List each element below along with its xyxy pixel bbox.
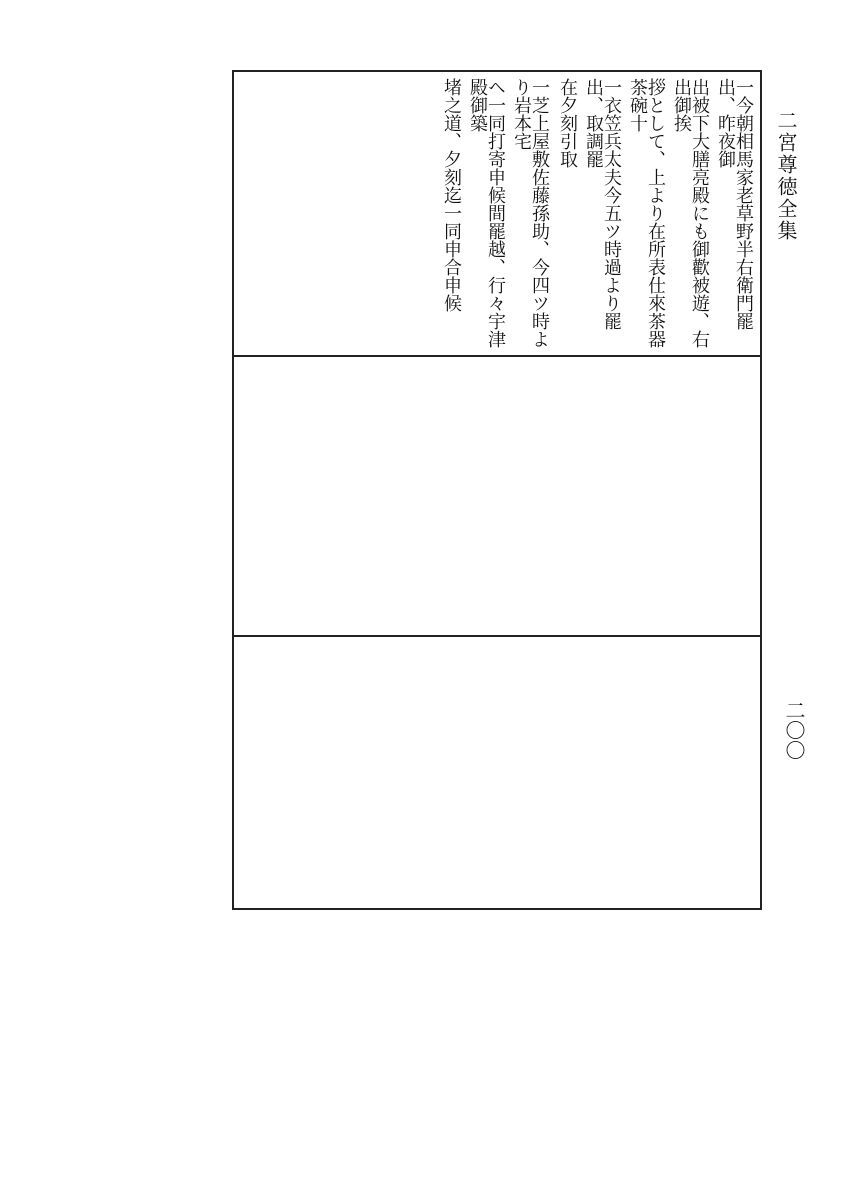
- text-line: 在夕刻引取: [557, 78, 578, 168]
- band-divider: [232, 635, 762, 637]
- text-line: 一芝上屋敷佐藤孫助、今四ツ時より岩本宅: [511, 78, 550, 348]
- text-band-top: [236, 72, 758, 355]
- band-divider: [232, 355, 762, 357]
- text-line: ヘ一同打寄申候間罷越、行々宇津殿御築: [467, 78, 506, 348]
- text-line: 拶として、上より在所表仕來茶器茶碗十: [627, 78, 666, 348]
- book-title: 二宮尊徳全集: [774, 110, 798, 242]
- page-number: 二〇〇: [782, 700, 806, 760]
- text-line: 出被下大膳亮殿にも御歡被遊、右出御挨: [671, 78, 710, 348]
- text-line: 堵之道、夕刻迄一同申合申候: [441, 78, 462, 312]
- text-line: 一今朝相馬家老草野半右衛門罷出、昨夜御: [715, 78, 754, 330]
- text-line: 一衣笠兵太夫今五ツ時過より罷出、取調罷: [583, 78, 622, 330]
